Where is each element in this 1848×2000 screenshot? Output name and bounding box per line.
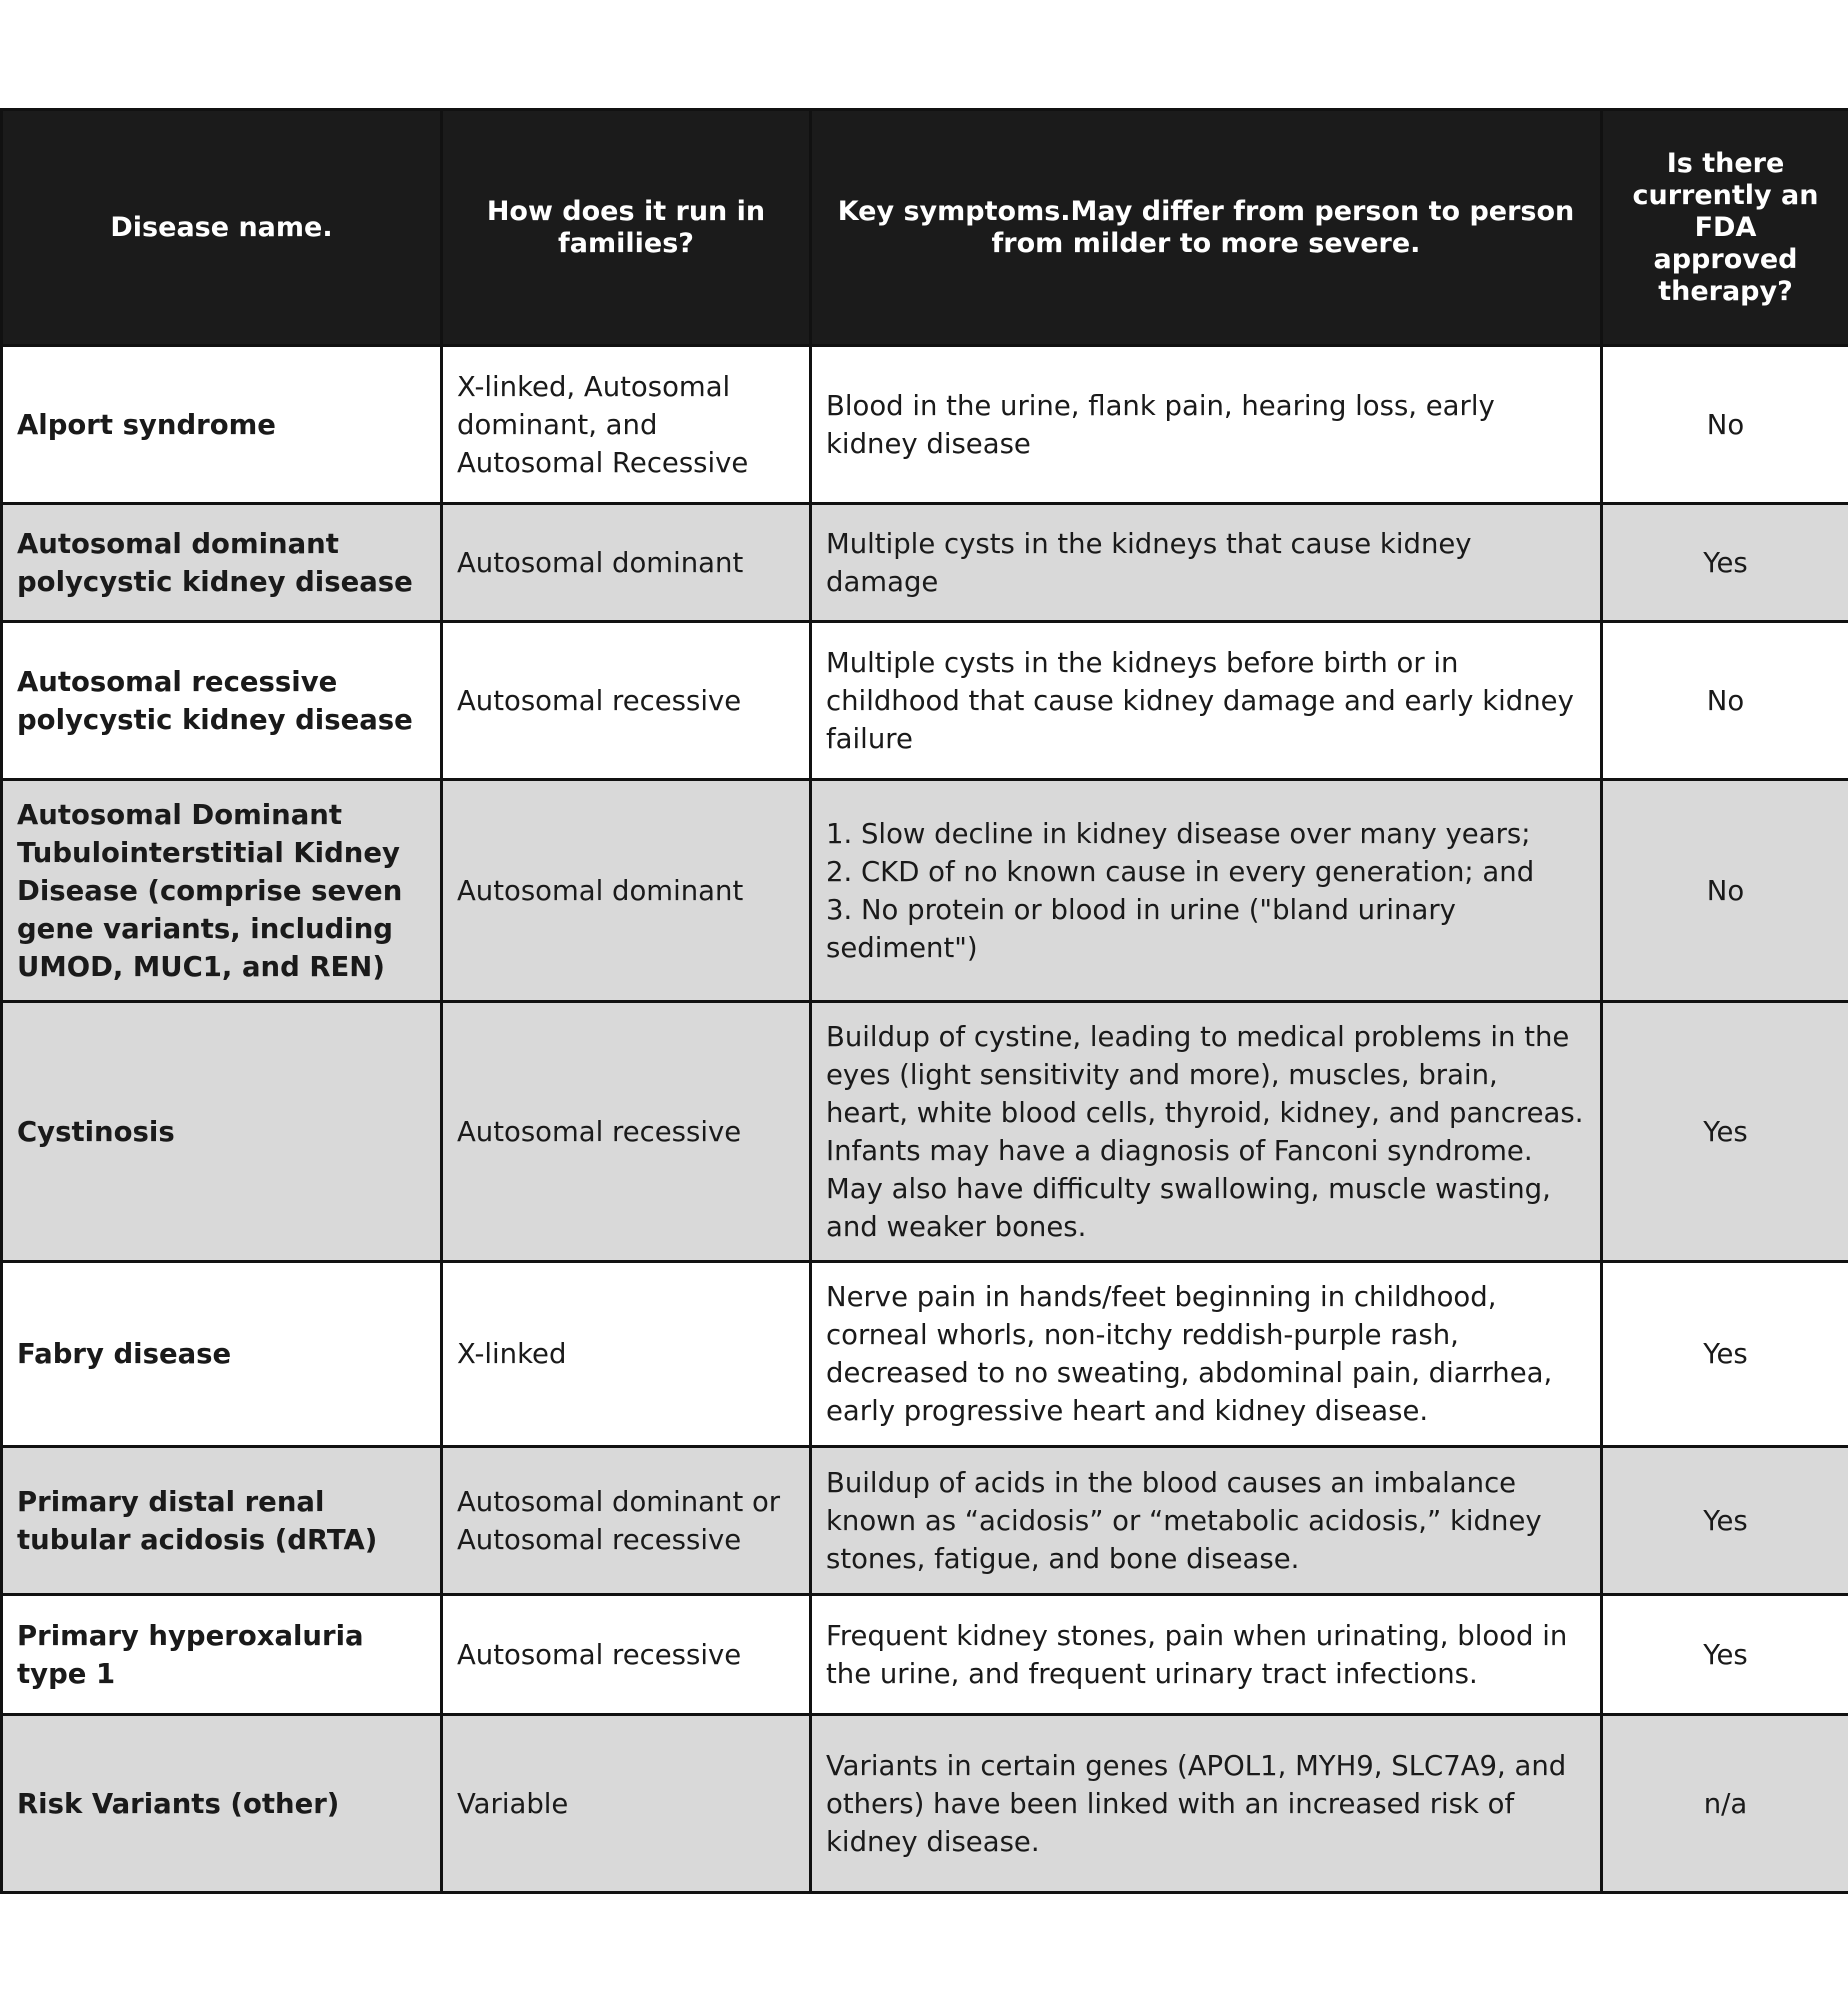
- table-row: [2, 1002, 1848, 1262]
- symptoms-cell: Frequent kidney stones, pain when urinating, blood in the urine, and frequent urinary tract infections.: [811, 1595, 1602, 1715]
- kidney-disease-table-container: [0, 108, 1848, 1894]
- disease-name-cell: Cystinosis: [2, 1002, 442, 1262]
- table-row: [2, 1715, 1848, 1893]
- disease-name-cell: Primary hyperoxaluria type 1: [2, 1595, 442, 1715]
- fda-therapy-cell: Yes: [1602, 504, 1848, 622]
- header-disease-name: Disease name.: [2, 110, 442, 346]
- disease-name-cell: Autosomal recessive polycystic kidney disease: [2, 622, 442, 780]
- inheritance-cell: Autosomal dominant: [442, 504, 811, 622]
- symptoms-cell: Multiple cysts in the kidneys before birth or in childhood that cause kidney damage and early kidney failure: [811, 622, 1602, 780]
- header-row: [2, 110, 1848, 346]
- disease-name-cell: Alport syndrome: [2, 346, 442, 504]
- header-key-symptoms: Key symptoms.May differ from person to person from milder to more severe.: [811, 110, 1602, 346]
- table-row: [2, 1262, 1848, 1447]
- disease-name-cell: Primary distal renal tubular acidosis (dRTA): [2, 1447, 442, 1595]
- table-row: [2, 780, 1848, 1002]
- inheritance-cell: X-linked, Autosomal dominant, and Autosomal Recessive: [442, 346, 811, 504]
- symptoms-cell: Buildup of cystine, leading to medical problems in the eyes (light sensitivity and more), muscles, brain, heart, white blood cells, thyroid, kidney, and pancreas. Infants may have a diagnosis of Fanconi syndrome. May also have difficulty swallowing, muscle wasting, and weaker bones.: [811, 1002, 1602, 1262]
- table-body: [2, 346, 1848, 1893]
- fda-therapy-cell: Yes: [1602, 1262, 1848, 1447]
- inheritance-cell: Autosomal dominant or Autosomal recessive: [442, 1447, 811, 1595]
- fda-therapy-cell: Yes: [1602, 1002, 1848, 1262]
- table-row: [2, 504, 1848, 622]
- symptoms-cell: Nerve pain in hands/feet beginning in childhood, corneal whorls, non-itchy reddish-purple rash, decreased to no sweating, abdominal pain, diarrhea, early progressive heart and kidney disease.: [811, 1262, 1602, 1447]
- disease-name-cell: Risk Variants (other): [2, 1715, 442, 1893]
- fda-therapy-cell: No: [1602, 346, 1848, 504]
- inheritance-cell: Variable: [442, 1715, 811, 1893]
- inheritance-cell: Autosomal recessive: [442, 622, 811, 780]
- table-row: [2, 1595, 1848, 1715]
- symptoms-cell: Buildup of acids in the blood causes an imbalance known as “acidosis” or “metabolic acidosis,” kidney stones, fatigue, and bone disease.: [811, 1447, 1602, 1595]
- disease-name-cell: Fabry disease: [2, 1262, 442, 1447]
- symptoms-cell: 1. Slow decline in kidney disease over many years; 2. CKD of no known cause in every generation; and 3. No protein or blood in urine ("bland urinary sediment"): [811, 780, 1602, 1002]
- header-inheritance: How does it run in families?: [442, 110, 811, 346]
- disease-name-cell: Autosomal dominant polycystic kidney disease: [2, 504, 442, 622]
- symptoms-cell: Multiple cysts in the kidneys that cause kidney damage: [811, 504, 1602, 622]
- inheritance-cell: Autosomal recessive: [442, 1002, 811, 1262]
- inheritance-cell: Autosomal recessive: [442, 1595, 811, 1715]
- inheritance-cell: X-linked: [442, 1262, 811, 1447]
- table-row: [2, 346, 1848, 504]
- fda-therapy-cell: n/a: [1602, 1715, 1848, 1893]
- fda-therapy-cell: Yes: [1602, 1447, 1848, 1595]
- fda-therapy-cell: No: [1602, 622, 1848, 780]
- fda-therapy-cell: Yes: [1602, 1595, 1848, 1715]
- symptoms-cell: Blood in the urine, flank pain, hearing loss, early kidney disease: [811, 346, 1602, 504]
- kidney-disease-table: [0, 108, 1848, 1894]
- table-header: [2, 110, 1848, 346]
- table-row: [2, 1447, 1848, 1595]
- header-fda-therapy: Is there currently an FDA approved therapy?: [1602, 110, 1848, 346]
- symptoms-cell: Variants in certain genes (APOL1, MYH9, SLC7A9, and others) have been linked with an increased risk of kidney disease.: [811, 1715, 1602, 1893]
- table-row: [2, 622, 1848, 780]
- inheritance-cell: Autosomal dominant: [442, 780, 811, 1002]
- disease-name-cell: Autosomal Dominant Tubulointerstitial Kidney Disease (comprise seven gene variants, including UMOD, MUC1, and REN): [2, 780, 442, 1002]
- fda-therapy-cell: No: [1602, 780, 1848, 1002]
